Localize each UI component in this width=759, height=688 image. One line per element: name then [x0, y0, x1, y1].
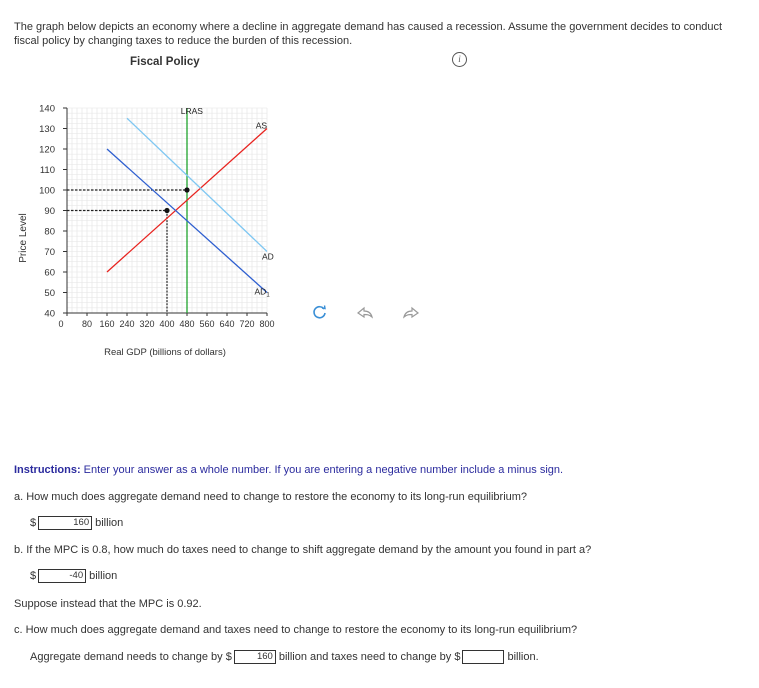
- y-tick-label: 60: [44, 267, 55, 279]
- x-tick-label: 80: [81, 319, 93, 329]
- y-tick-label: 50: [44, 288, 55, 299]
- y-tick-label: 80: [44, 226, 55, 238]
- x-tick-label: 320: [139, 319, 155, 329]
- y-tick-label: 140: [39, 103, 55, 115]
- chart[interactable]: [0, 90, 300, 380]
- x-axis-label: Real GDP (billions of dollars): [104, 347, 226, 358]
- unit-label: billion: [95, 517, 124, 529]
- y-axis-label: Price Level: [18, 213, 29, 263]
- answer-c-tax-input[interactable]: [462, 650, 504, 664]
- answer-c-ad-input[interactable]: 160: [234, 650, 276, 664]
- mpc-note: Suppose instead that the MPC is 0.92.: [14, 598, 202, 610]
- x-tick-label: 640: [219, 319, 235, 329]
- chart-title: Fiscal Policy: [130, 56, 200, 68]
- intro-text: The graph below depicts an economy where a decline in aggregate demand has caused a recession. Assume the government decides to conduct fiscal policy by changing taxes to reduce the burden of this recession.: [14, 21, 723, 47]
- y-tick-label: 130: [39, 124, 55, 135]
- currency-sign: $: [30, 517, 37, 529]
- as-label: AS: [255, 120, 268, 131]
- instructions: [14, 464, 563, 476]
- info-icon[interactable]: i: [452, 52, 467, 67]
- y-tick-label: 120: [39, 144, 55, 156]
- x-tick-label: 480: [179, 319, 195, 329]
- instructions-label: Instructions:: [14, 464, 81, 476]
- equilibrium-initial: [184, 187, 189, 192]
- question-c: c. How much does aggregate demand and taxes need to change to restore the economy to its long-run equilibrium?: [14, 624, 578, 636]
- reset-icon[interactable]: [312, 304, 328, 320]
- question-a: a. How much does aggregate demand need to change to restore the economy to its long-run equilibrium?: [14, 491, 528, 503]
- x-tick-label: 240: [119, 319, 135, 329]
- answer-b-input[interactable]: -40: [38, 569, 86, 583]
- lras-label: LRAS: [180, 106, 203, 116]
- answer-a-input[interactable]: 160: [38, 516, 92, 530]
- currency-sign: $: [30, 570, 37, 582]
- unit-label: billion: [89, 570, 118, 582]
- y-tick-label: 70: [44, 247, 55, 258]
- y-tick-label: 110: [39, 165, 55, 176]
- tax-prefix: billion and taxes need to change by $: [278, 651, 461, 663]
- x-tick-label: 400: [159, 319, 175, 329]
- answer-b-row: [30, 569, 117, 583]
- ad-label: AD: [262, 251, 274, 262]
- x-tick-label: 560: [199, 319, 215, 329]
- question-b: b. If the MPC is 0.8, how much do taxes need to change to shift aggregate demand by the amount you found in part a?: [14, 544, 592, 556]
- instructions-text: Enter your answer as a whole number. If you are entering a negative number include a minus sign.: [80, 464, 564, 476]
- redo-icon[interactable]: [402, 305, 418, 321]
- y-tick-label: 40: [44, 308, 55, 320]
- y-tick-label: 100: [39, 185, 55, 197]
- unit-label: billion.: [507, 651, 539, 663]
- answer-c-row: [30, 650, 539, 664]
- ad-prefix: Aggregate demand needs to change by $: [30, 651, 232, 663]
- y-tick-label: 90: [44, 206, 55, 217]
- x-tick-label: 800: [259, 319, 275, 329]
- ad1-label: $AD_1$: [254, 286, 270, 299]
- x-tick-label: 0: [58, 319, 64, 329]
- x-tick-label: 160: [99, 319, 115, 329]
- x-tick-label: 720: [239, 319, 255, 329]
- equilibrium-recession: [164, 208, 169, 213]
- undo-icon[interactable]: [356, 305, 372, 321]
- answer-a-row: [30, 516, 123, 530]
